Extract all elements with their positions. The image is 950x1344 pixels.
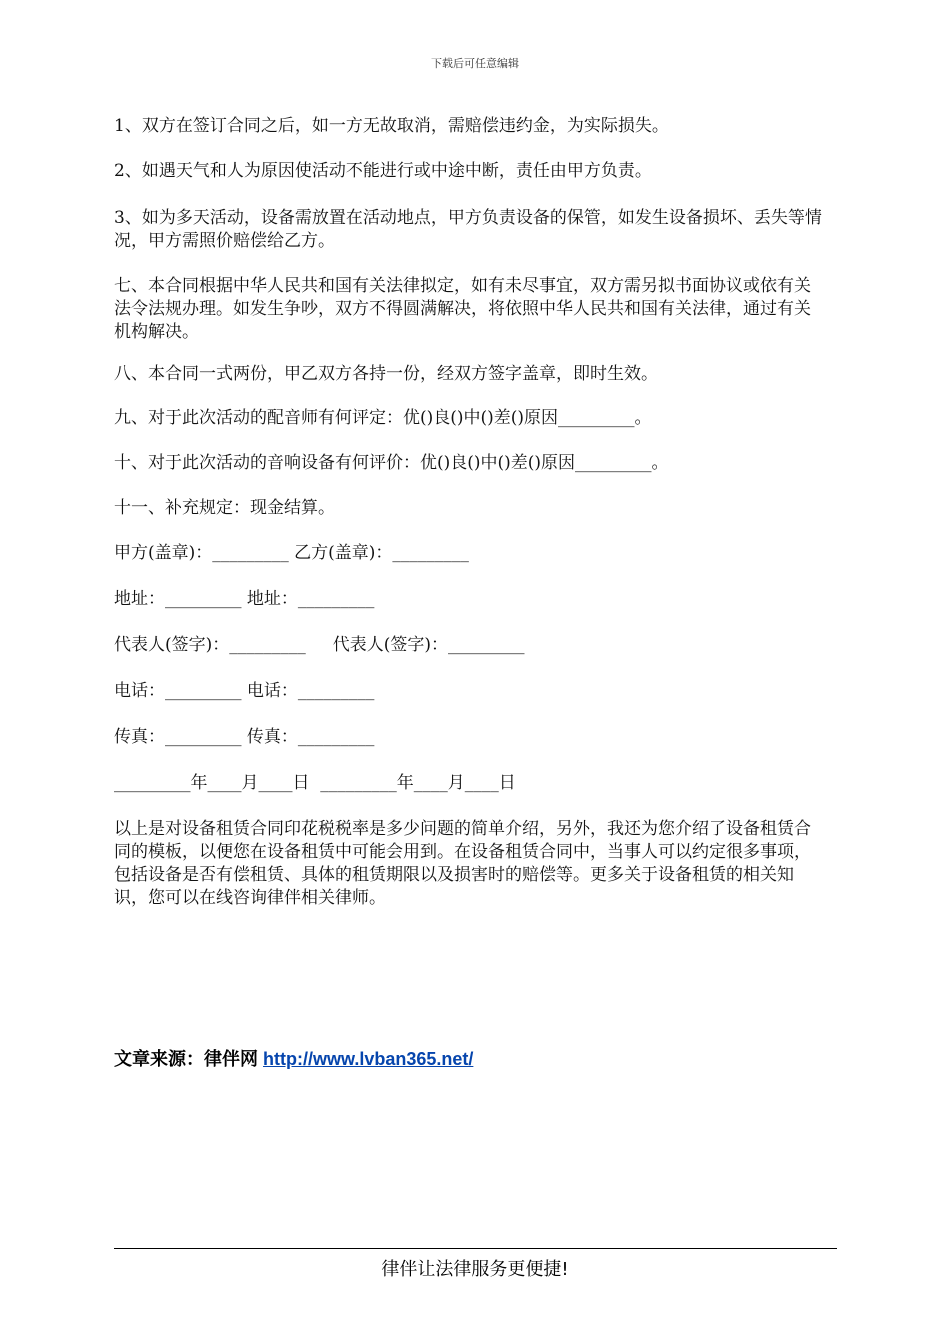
signature-phone-line: 电话：_________ 电话：_________ <box>114 681 375 701</box>
clause-eight: 八、本合同一式两份，甲乙双方各持一份，经双方签字盖章，即时生效。 <box>114 364 658 384</box>
page-footer: 律伴让法律服务更便捷! <box>381 1259 569 1280</box>
source-label: 文章来源：律伴网 <box>114 1049 264 1069</box>
footer-divider <box>114 1248 837 1249</box>
clause-nine: 九、对于此次活动的配音师有何评定：优()良()中()差()原因_________。 <box>114 408 652 428</box>
clause-seven: 七、本合同根据中华人民共和国有关法律拟定，如有未尽事宜，双方需另拟书面协议或依有关法令法规办理。如发生争吵，双方不得圆满解决，将依照中华人民共和国有关法律，通过有关机构解决。 <box>114 276 811 342</box>
clause-ten: 十、对于此次活动的音响设备有何评价：优()良()中()差()原因_________。 <box>114 453 669 473</box>
article-source <box>114 1045 473 1071</box>
signature-date-line: _________年____月____日 _________年____月____日 <box>114 773 516 793</box>
signature-address-line: 地址：_________ 地址：_________ <box>114 589 375 609</box>
signature-seal-line: 甲方(盖章)：_________ 乙方(盖章)：_________ <box>114 543 469 563</box>
summary-paragraph: 以上是对设备租赁合同印花税税率是多少问题的简单介绍，另外，我还为您介绍了设备租赁合同的模板，以便您在设备租赁中可能会用到。在设备租赁合同中，当事人可以约定很多事项，包括设备是否有偿租赁、具体的租赁期限以及损害时的赔偿等。更多关于设备租赁的相关知识，您可以在线咨询律伴相关律师。 <box>114 819 811 908</box>
clause-3: 3、如为多天活动，设备需放置在活动地点，甲方负责设备的保管，如发生设备损坏、丢失等情况，甲方需照价赔偿给乙方。 <box>114 208 822 251</box>
clause-1: 1、双方在签订合同之后，如一方无故取消，需赔偿违约金，为实际损失。 <box>114 116 669 136</box>
clause-2: 2、如遇天气和人为原因使活动不能进行或中途中断，责任由甲方负责。 <box>114 161 652 181</box>
source-link[interactable]: http://www.lvban365.net/ <box>263 1049 474 1069</box>
signature-fax-line: 传真：_________ 传真：_________ <box>114 727 375 747</box>
clause-eleven: 十一、补充规定：现金结算。 <box>114 498 335 518</box>
page-header: 下载后可任意编辑 <box>431 57 519 70</box>
signature-representative-line: 代表人(签字)：_________ 代表人(签字)：_________ <box>114 635 525 655</box>
